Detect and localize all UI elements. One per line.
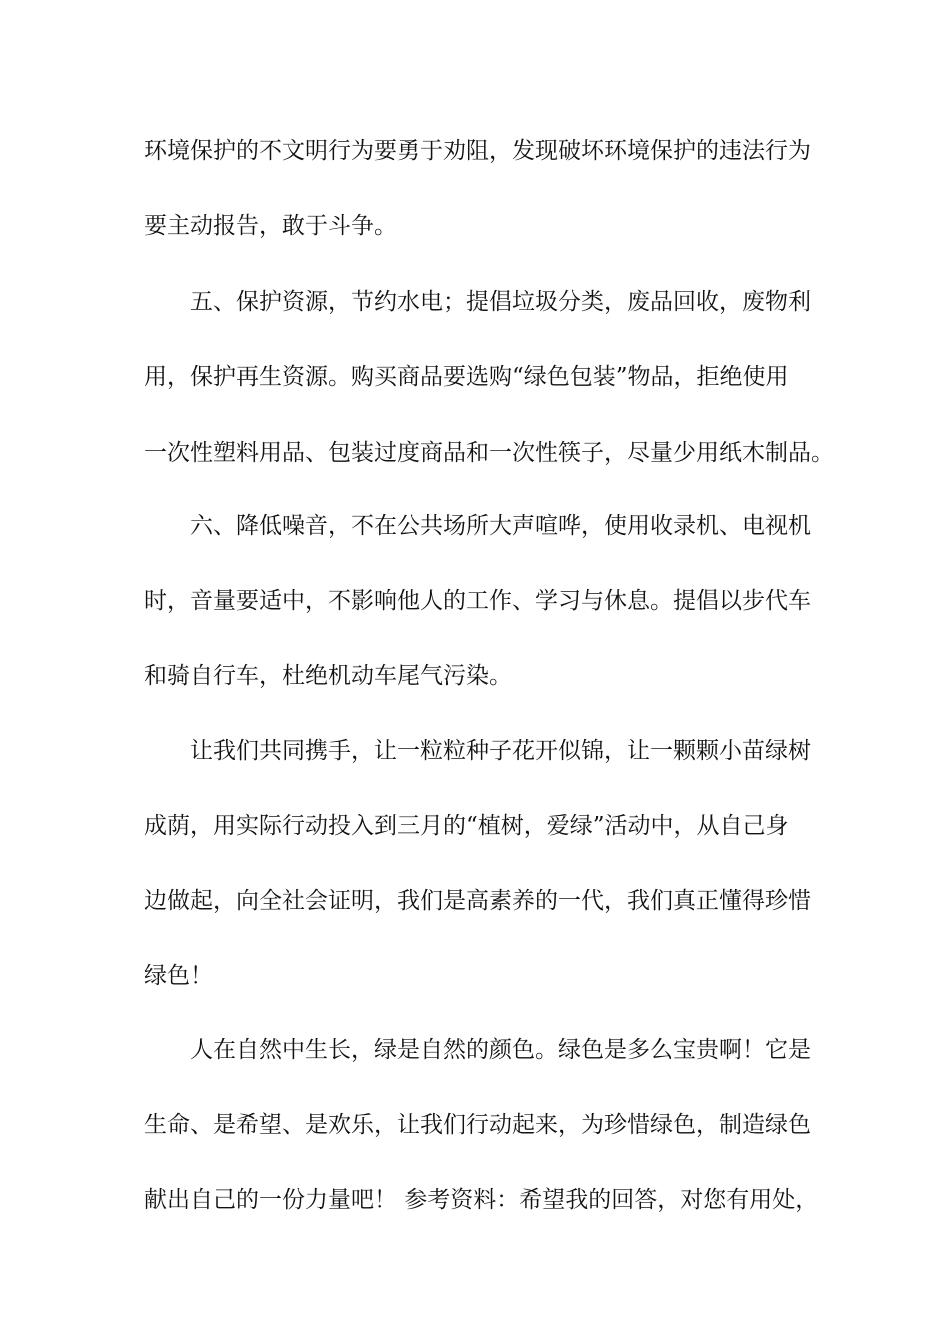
text-line-12: 绿色！ xyxy=(144,963,213,989)
text-line-13: 人在自然中生长，绿是自然的颜色。绿色是多么宝贵啊！它是 xyxy=(190,1037,811,1063)
text-line-14: 生命、是希望、是欢乐，让我们行动起来，为珍惜绿色，制造绿色 xyxy=(144,1112,811,1138)
text-line-6: 六、降低噪音，不在公共场所大声喧哗，使用收录机、电视机 xyxy=(190,513,811,539)
text-line-10: 成荫，用实际行动投入到三月的“植树，爱绿”活动中，从自己身 xyxy=(144,813,789,839)
text-line-11: 边做起，向全社会证明，我们是高素养的一代，我们真正懂得珍惜 xyxy=(144,888,811,914)
text-line-8: 和骑自行车，杜绝机动车尾气污染。 xyxy=(144,663,512,689)
text-line-9: 让我们共同携手，让一粒粒种子花开似锦，让一颗颗小苗绿树 xyxy=(190,738,811,764)
text-line-5: 一次性塑料用品、包装过度商品和一次性筷子，尽量少用纸木制品。 xyxy=(144,440,834,466)
text-line-1: 环境保护的不文明行为要勇于劝阻，发现破坏环境保护的违法行为 xyxy=(144,138,811,164)
text-line-3: 五、保护资源，节约水电；提倡垃圾分类，废品回收，废物利 xyxy=(190,289,811,315)
text-line-15: 献出自己的一份力量吧！ 参考资料：希望我的回答，对您有用处， xyxy=(144,1187,819,1213)
text-line-2: 要主动报告，敢于斗争。 xyxy=(144,213,397,239)
text-line-7: 时，音量要适中，不影响他人的工作、学习与休息。提倡以步代车 xyxy=(144,588,811,614)
text-line-4: 用，保护再生资源。购买商品要选购“绿色包装”物品，拒绝使用 xyxy=(144,364,789,390)
